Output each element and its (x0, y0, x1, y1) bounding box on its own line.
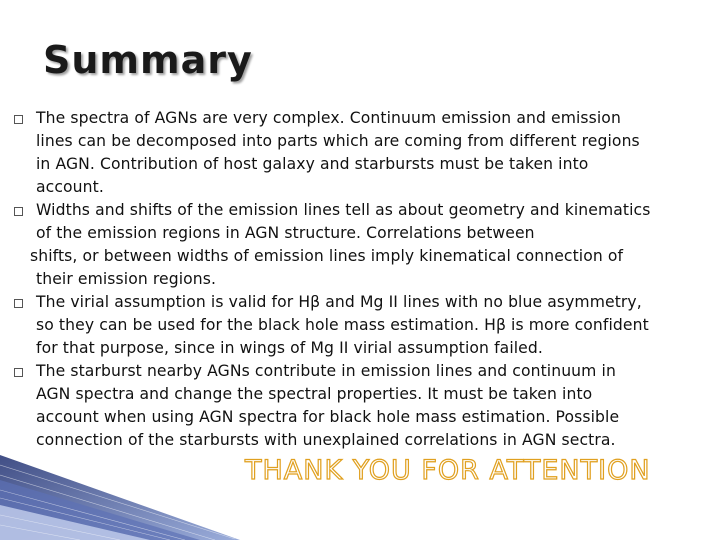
bullet-line: connection of the starbursts with unexplained correlations in AGN sectra. (36, 431, 616, 449)
bullet-line: of the emission regions in AGN structure. Correlations between (36, 224, 535, 242)
bullet-item (14, 291, 714, 360)
bullet-line: The starburst nearby AGNs contribute in emission lines and continuum in (36, 362, 616, 380)
bullet-line: their emission regions. (36, 270, 217, 288)
bullet-list (14, 107, 714, 452)
slide-title: Summary (43, 38, 253, 82)
bullet-line: so they can be used for the black hole mass estimation. Hβ is more confident (36, 316, 649, 334)
bullet-item (14, 107, 714, 199)
bullet-line: in AGN. Contribution of host galaxy and starbursts must be taken into (36, 155, 589, 173)
square-bullet-icon (14, 299, 23, 308)
bullet-item (14, 360, 714, 452)
bullet-line: The virial assumption is valid for Hβ and Mg II lines with no blue asymmetry, (36, 293, 642, 311)
bullet-line: account. (36, 178, 104, 196)
bullet-line: Widths and shifts of the emission lines tell as about geometry and kinematics (36, 201, 651, 219)
bullet-item (14, 199, 714, 291)
closing-message: THANK YOU FOR ATTENTION (245, 455, 651, 486)
square-bullet-icon (14, 207, 23, 216)
bullet-line: lines can be decomposed into parts which are coming from different regions (36, 132, 640, 150)
square-bullet-icon (14, 115, 23, 124)
bullet-line: shifts, or between widths of emission lines imply kinematical connection of (30, 247, 624, 265)
bullet-line: for that purpose, since in wings of Mg II virial assumption failed. (36, 339, 543, 357)
bullet-line: AGN spectra and change the spectral properties. It must be taken into (36, 385, 593, 403)
bullet-line: account when using AGN spectra for black hole mass estimation. Possible (36, 408, 620, 426)
square-bullet-icon (14, 368, 23, 377)
decorative-corner-swoosh (0, 440, 240, 540)
bullet-line: The spectra of AGNs are very complex. Continuum emission and emission (36, 109, 621, 127)
